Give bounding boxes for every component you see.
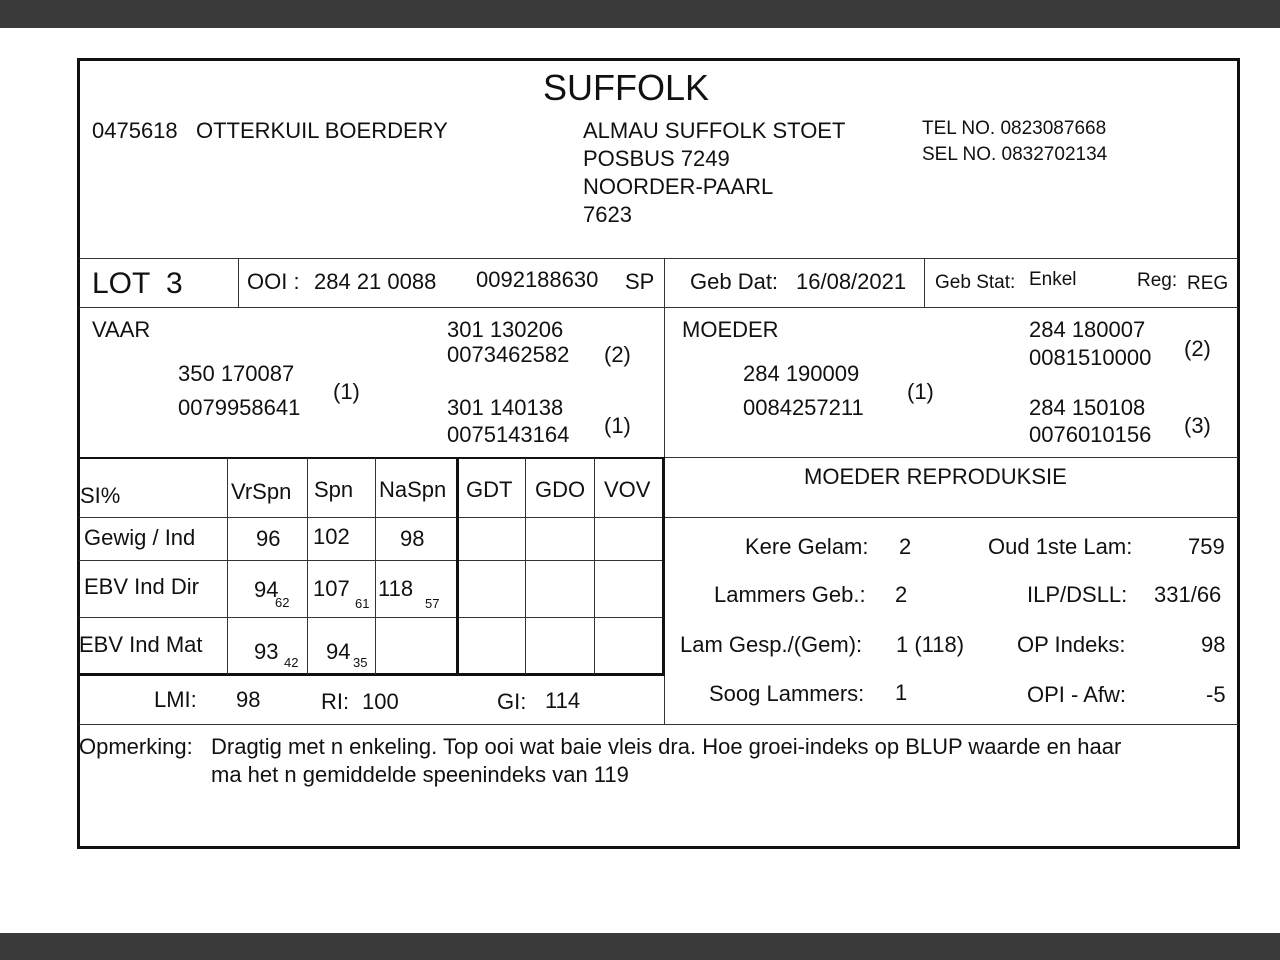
dam-tag: 0084257211	[743, 395, 864, 420]
reg-label: Reg:	[1137, 270, 1178, 291]
divider-lot-bottom	[79, 307, 1238, 308]
row2-spn: 107	[313, 576, 350, 601]
repro-opi-label: OPI - Afw:	[1027, 682, 1127, 707]
owner-id: 0475618	[92, 118, 178, 143]
perf-col5	[525, 458, 526, 674]
row3-spn-accuracy: 35	[353, 655, 368, 670]
ri-label: RI:	[321, 689, 350, 714]
row2-label: EBV Ind Dir	[84, 574, 199, 599]
frame-right	[1237, 58, 1240, 849]
breed-title: SUFFOLK	[543, 67, 710, 108]
perf-header-gdo: GDO	[535, 477, 586, 502]
perf-header-vov: VOV	[604, 477, 651, 502]
row2-naspn-accuracy: 57	[425, 596, 440, 611]
tel-number: TEL NO. 0823087668	[922, 118, 1107, 139]
dam-dam-id: 284 150108	[1029, 395, 1146, 420]
divider-birth-status	[924, 258, 925, 307]
repro-soog: 1	[895, 680, 908, 705]
frame-left	[77, 58, 80, 849]
sire-dam-tag: 0075143164	[447, 422, 570, 447]
perf-table-bottom	[79, 673, 665, 676]
repro-geb: 2	[895, 582, 908, 607]
repro-title: MOEDER REPRODUKSIE	[804, 464, 1067, 489]
row1-label: Gewig / Ind	[84, 525, 196, 550]
perf-col1	[227, 458, 228, 674]
remark-line1: Dragtig met n enkeling. Top ooi wat baie vleis dra. Hoe groei-indeks op BLUP waarde en haar	[211, 734, 1122, 759]
ri-value: 100	[362, 689, 399, 714]
repro-gesp-label: Lam Gesp./(Gem):	[680, 632, 863, 657]
repro-gesp: 1 (118)	[896, 632, 965, 657]
perf-header-si: SI%	[80, 483, 121, 508]
row3-label: EBV Ind Mat	[79, 632, 203, 657]
sire-code: (1)	[333, 379, 360, 404]
repro-ilp: 331/66	[1154, 582, 1222, 607]
divider-lot-top	[79, 258, 1238, 259]
gi-label: GI:	[497, 689, 527, 714]
ewe-type: SP	[625, 269, 655, 294]
row1-spn: 102	[313, 524, 350, 549]
repro-ilp-label: ILP/DSLL:	[1027, 582, 1128, 607]
perf-col7	[662, 458, 665, 674]
ewe-reg: 284 21 0088	[314, 269, 437, 294]
birth-date: 16/08/2021	[796, 269, 907, 294]
repro-geb-label: Lammers Geb.:	[714, 582, 866, 607]
sire-sire-id: 301 130206	[447, 317, 564, 342]
owner-name: OTTERKUIL BOERDERY	[196, 118, 448, 143]
row3-spn: 94	[326, 639, 351, 664]
dam-code: (1)	[907, 379, 934, 404]
perf-header-gdt: GDT	[466, 477, 513, 502]
row3-vrspn: 93	[254, 639, 279, 664]
ewe-label: OOI :	[247, 269, 300, 294]
sire-id: 350 170087	[178, 361, 295, 386]
dam-sire-code: (2)	[1184, 336, 1211, 361]
dam-label: MOEDER	[682, 317, 779, 342]
sire-label: VAAR	[92, 317, 151, 342]
repro-oud: 759	[1188, 534, 1225, 559]
repro-soog-label: Soog Lammers:	[709, 681, 865, 706]
row2-naspn: 118	[378, 576, 414, 601]
lot-label: LOT	[92, 267, 151, 300]
perf-col6	[594, 458, 595, 674]
row1-vrspn: 96	[256, 526, 281, 551]
dam-id: 284 190009	[743, 361, 860, 386]
perf-header-bottom	[79, 517, 1238, 518]
perf-header-spn: Spn	[314, 477, 354, 502]
gi-value: 114	[545, 688, 581, 713]
remark-label: Opmerking:	[79, 734, 193, 759]
repro-kere-label: Kere Gelam:	[745, 534, 869, 559]
perf-col4	[456, 458, 459, 674]
repro-op: 98	[1201, 632, 1226, 657]
sel-number: SEL NO. 0832702134	[922, 144, 1108, 165]
dam-sire-id: 284 180007	[1029, 317, 1146, 342]
remark-top	[79, 724, 1238, 725]
sire-dam-id: 301 140138	[447, 395, 564, 420]
birth-status-label: Geb Stat:	[935, 272, 1016, 293]
sire-sire-code: (2)	[604, 342, 631, 367]
perf-row2-bottom	[79, 617, 664, 618]
perf-col3	[375, 458, 376, 674]
ewe-tag: 0092188630	[476, 267, 599, 292]
row2-vrspn-accuracy: 62	[275, 595, 290, 610]
stud-address1: POSBUS 7249	[583, 146, 730, 171]
sire-dam-code: (1)	[604, 413, 631, 438]
birth-status: Enkel	[1029, 269, 1077, 290]
repro-oud-label: Oud 1ste Lam:	[988, 534, 1133, 559]
dam-sire-tag: 0081510000	[1029, 345, 1152, 370]
lmi-label: LMI:	[154, 687, 197, 712]
lmi-value: 98	[236, 687, 261, 712]
reg-value: REG	[1187, 273, 1229, 294]
frame-bottom	[77, 846, 1240, 849]
row1-naspn: 98	[400, 526, 425, 551]
sire-tag: 0079958641	[178, 395, 301, 420]
perf-table-top	[79, 457, 665, 459]
remark-line2: ma het n gemiddelde speenindeks van 119	[211, 762, 629, 787]
dam-dam-code: (3)	[1184, 413, 1211, 438]
frame-top	[77, 58, 1240, 61]
divider-lot-ooi	[238, 258, 239, 307]
perf-row1-bottom	[79, 560, 664, 561]
row3-vrspn-accuracy: 42	[284, 655, 299, 670]
birth-date-label: Geb Dat:	[690, 269, 779, 294]
stud-postcode: 7623	[583, 202, 632, 227]
stud-address2: NOORDER-PAARL	[583, 174, 774, 199]
perf-col2	[307, 458, 308, 674]
row2-vrspn: 94	[254, 577, 279, 602]
row2-spn-accuracy: 61	[355, 596, 370, 611]
perf-header-naspn: NaSpn	[379, 477, 447, 502]
perf-header-vrspn: VrSpn	[231, 479, 292, 504]
repro-op-label: OP Indeks:	[1017, 632, 1126, 657]
repro-top	[665, 457, 1238, 458]
repro-opi: -5	[1206, 682, 1226, 707]
stud-name: ALMAU SUFFOLK STOET	[583, 118, 846, 143]
sire-sire-tag: 0073462582	[447, 342, 570, 367]
dam-dam-tag: 0076010156	[1029, 422, 1152, 447]
lot-number: 3	[166, 267, 183, 300]
repro-kere: 2	[899, 534, 912, 559]
